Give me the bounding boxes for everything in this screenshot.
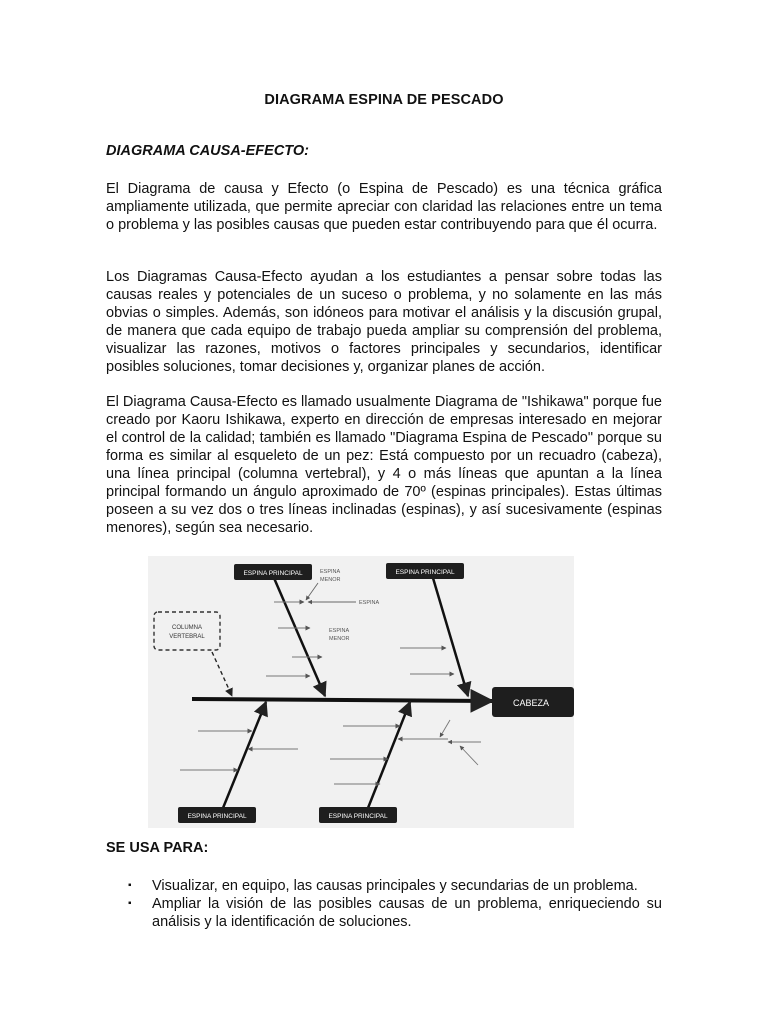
section-subtitle: DIAGRAMA CAUSA-EFECTO: <box>106 143 309 159</box>
svg-text:ESPINA PRINCIPAL: ESPINA PRINCIPAL <box>328 813 388 820</box>
list-item <box>106 877 662 895</box>
head-label: CABEZA <box>512 698 550 708</box>
svg-text:ESPINA PRINCIPAL: ESPINA PRINCIPAL <box>395 569 455 576</box>
svg-text:ESPINA PRINCIPAL: ESPINA PRINCIPAL <box>243 570 303 577</box>
svg-text:ESPINA: ESPINA <box>320 569 341 575</box>
svg-text:ESPINA: ESPINA <box>359 600 380 606</box>
svg-text:MENOR: MENOR <box>329 636 350 642</box>
spine-top-left <box>274 578 325 696</box>
minor-spine-annotation-middle <box>329 628 350 642</box>
spine-label-top-right <box>386 563 464 579</box>
spine-label-top-left <box>234 564 312 580</box>
paragraph-ishikawa: El Diagrama Causa-Efecto es llamado usualmente Diagrama de "Ishikawa" porque fue creado por Kaoru Ishikawa, experto en dirección de empresas interesado en mejorar el control de la calidad; también es llamado "Diagrama Espina de Pescado" porque su forma es similar al esqueleto de un pez: Está compuesto por un recuadro (cabeza), una línea principal (columna vertebral), y 4 o más líneas que apuntan a la línea principal formando un ángulo aproximado de 70º (espinas principales). Estas últimas poseen a su vez dos o tres líneas inclinadas (espinas), y así sucesivamente (espinas menores), según sea necesario. <box>106 394 662 536</box>
uses-heading: SE USA PARA: <box>106 840 209 856</box>
paragraph-benefits: Los Diagramas Causa-Efecto ayudan a los estudiantes a pensar sobre todas las causas reales y potenciales de un suceso o problema, y no solamente en las más obvias o simples. Además, son idóneos para motivar el análisis y la discusión grupal, de manera que cada equipo de trabajo pueda ampliar su comprensión del problema, visualizar las razones, motivos o factores principales y secundarios, identificar posibles soluciones, tomar decisiones y, organizar planes de acción. <box>106 269 662 375</box>
backbone-line <box>192 699 492 701</box>
svg-text:VERTEBRAL: VERTEBRAL <box>169 634 205 640</box>
spine-label-bottom-left <box>178 807 256 823</box>
svg-text:MENOR: MENOR <box>320 577 341 583</box>
spine-label-bottom-right <box>319 807 397 823</box>
list-item-text: Visualizar, en equipo, las causas principales y secundarias de un problema. <box>152 878 638 894</box>
svg-text:COLUMNA: COLUMNA <box>171 625 203 631</box>
page-title: DIAGRAMA ESPINA DE PESCADO <box>264 92 504 108</box>
spine-bottom-left <box>223 702 266 808</box>
spine-annotation <box>308 600 380 606</box>
spine-top-right <box>433 578 468 696</box>
bullet-square-icon: ▪ <box>128 880 132 891</box>
bullet-square-icon: ▪ <box>128 898 132 909</box>
column-callout <box>154 612 232 696</box>
spine-bottom-right <box>368 702 410 808</box>
svg-text:ESPINA: ESPINA <box>329 628 350 634</box>
paragraph-definition: El Diagrama de causa y Efecto (o Espina de Pescado) es una técnica gráfica ampliamente utilizada, que permite apreciar con claridad las relaciones entre un tema o problema y las posibles causas que pueden estar contribuyendo para que él ocurra. <box>106 181 662 233</box>
head-box <box>492 687 574 717</box>
list-item <box>106 895 662 931</box>
fishbone-diagram <box>148 556 574 828</box>
svg-text:ESPINA PRINCIPAL: ESPINA PRINCIPAL <box>187 813 247 820</box>
list-item-text: Ampliar la visión de las posibles causas de un problema, enriqueciendo su análisis y la identificación de soluciones. <box>152 896 662 930</box>
uses-list <box>106 877 662 931</box>
